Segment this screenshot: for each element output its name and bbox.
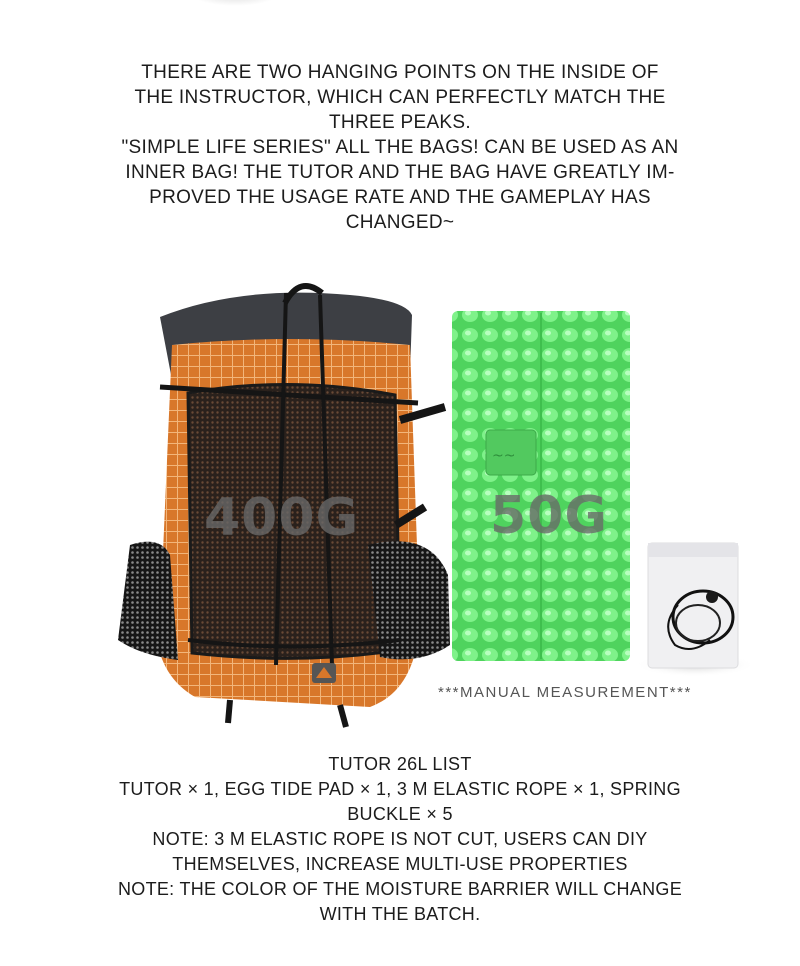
measurement-caption: ***MANUAL MEASUREMENT*** — [438, 684, 692, 701]
package-list — [100, 752, 700, 927]
pad-weight-label: 50G — [490, 486, 609, 546]
list-note-1: NOTE: 3 M ELASTIC ROPE IS NOT CUT, USERS CAN DIY THEMSELVES, INCREASE MULTI-USE PROPERTIES — [152, 829, 648, 874]
top-decor-arc — [190, 0, 280, 6]
list-note-2: NOTE: THE COLOR OF THE MOISTURE BARRIER WILL CHANGE WITH THE BATCH. — [117, 879, 683, 924]
intro-line-2: "SIMPLE LIFE SERIES" ALL THE BAGS! CAN BE USED AS AN INNER BAG! THE TUTOR AND THE BAG HAVE GREATLY IM-PROVED THE USAGE RATE AND THE GAMEPLAY HAS CHANGED~ — [121, 137, 679, 233]
intro-text — [120, 60, 680, 235]
product-photo — [100, 245, 780, 735]
intro-line-1: THERE ARE TWO HANGING POINTS ON THE INSIDE OF THE INSTRUCTOR, WHICH CAN PERFECTLY MATCH THE THREE PEAKS. — [134, 62, 666, 133]
backpack-weight-label: 400G — [204, 488, 360, 548]
list-title: TUTOR 26L LIST — [328, 754, 472, 774]
svg-text:~~: ~~ — [492, 448, 516, 464]
rope-bag-image — [635, 543, 755, 677]
list-contents: TUTOR × 1, EGG TIDE PAD × 1, 3 M ELASTIC ROPE × 1, SPRING BUCKLE × 5 — [119, 779, 681, 824]
